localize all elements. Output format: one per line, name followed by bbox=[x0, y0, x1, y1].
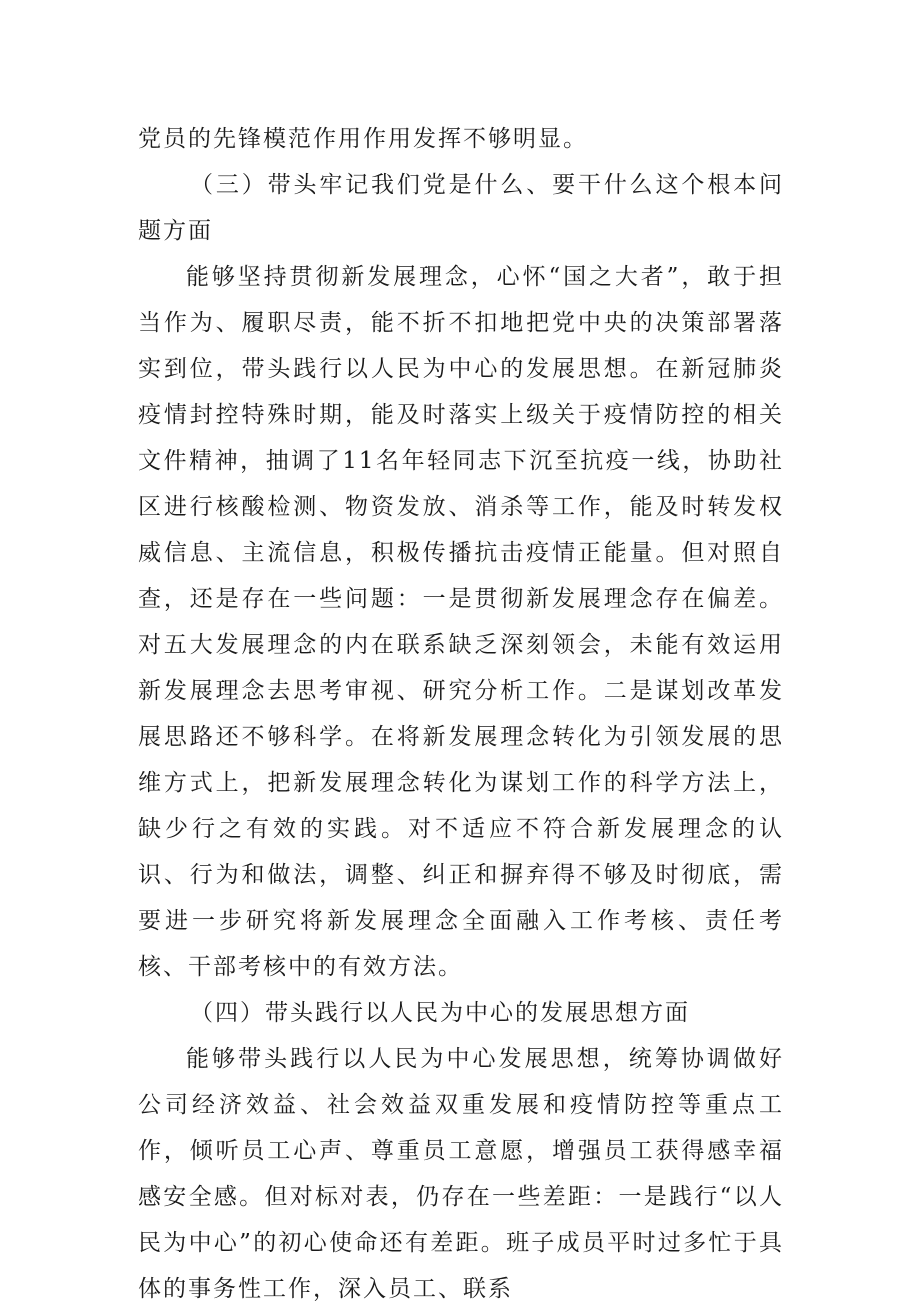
section-heading-3: （三）带头牢记我们党是什么、要干什么这个根本问题方面 bbox=[138, 172, 784, 244]
document-page bbox=[138, 116, 784, 1312]
paragraph-section-3: 能够坚持贯彻新发展理念，心怀“国之大者”，敢于担当作为、履职尽责，能不折不扣地把党中央的决策部署落实到位，带头践行以人民为中心的发展思想。在新冠肺炎疫情封控特殊时期，能及时落实上级关于疫情防控的相关文件精神，抽调了11名年轻同志下沉至抗疫一线，协助社区进行核酸检测、物资发放、消杀等工作，能及时转发权威信息、主流信息，积极传播抗击疫情正能量。但对照自查，还是存在一些问题：一是贯彻新发展理念存在偏差。对五大发展理念的内在联系缺乏深刻领会，未能有效运用新发展理念去思考审视、研究分析工作。二是谋划改革发展思路还不够科学。在将新发展理念转化为引领发展的思维方式上，把新发展理念转化为谋划工作的科学方法上，缺少行之有效的实践。对不适应不符合新发展理念的认识、行为和做法，调整、纠正和摒弃得不够及时彻底，需要进一步研究将新发展理念全面融入工作考核、责任考核、干部考核中的有效方法。 bbox=[138, 264, 784, 980]
paragraph-continuation: 党员的先锋模范作用作用发挥不够明显。 bbox=[138, 126, 588, 152]
section-heading-4: （四）带头践行以人民为中心的发展思想方面 bbox=[190, 1000, 690, 1026]
paragraph-section-4: 能够带头践行以人民为中心发展思想，统筹协调做好公司经济效益、社会效益双重发展和疫情防控等重点工作，倾听员工心声、尊重员工意愿，增强员工获得感幸福感安全感。但对标对表，仍存在一些差距：一是践行“以人民为中心”的初心使命还有差距。班子成员平时过多忙于具体的事务性工作，深入员工、联系 bbox=[138, 1046, 784, 1302]
